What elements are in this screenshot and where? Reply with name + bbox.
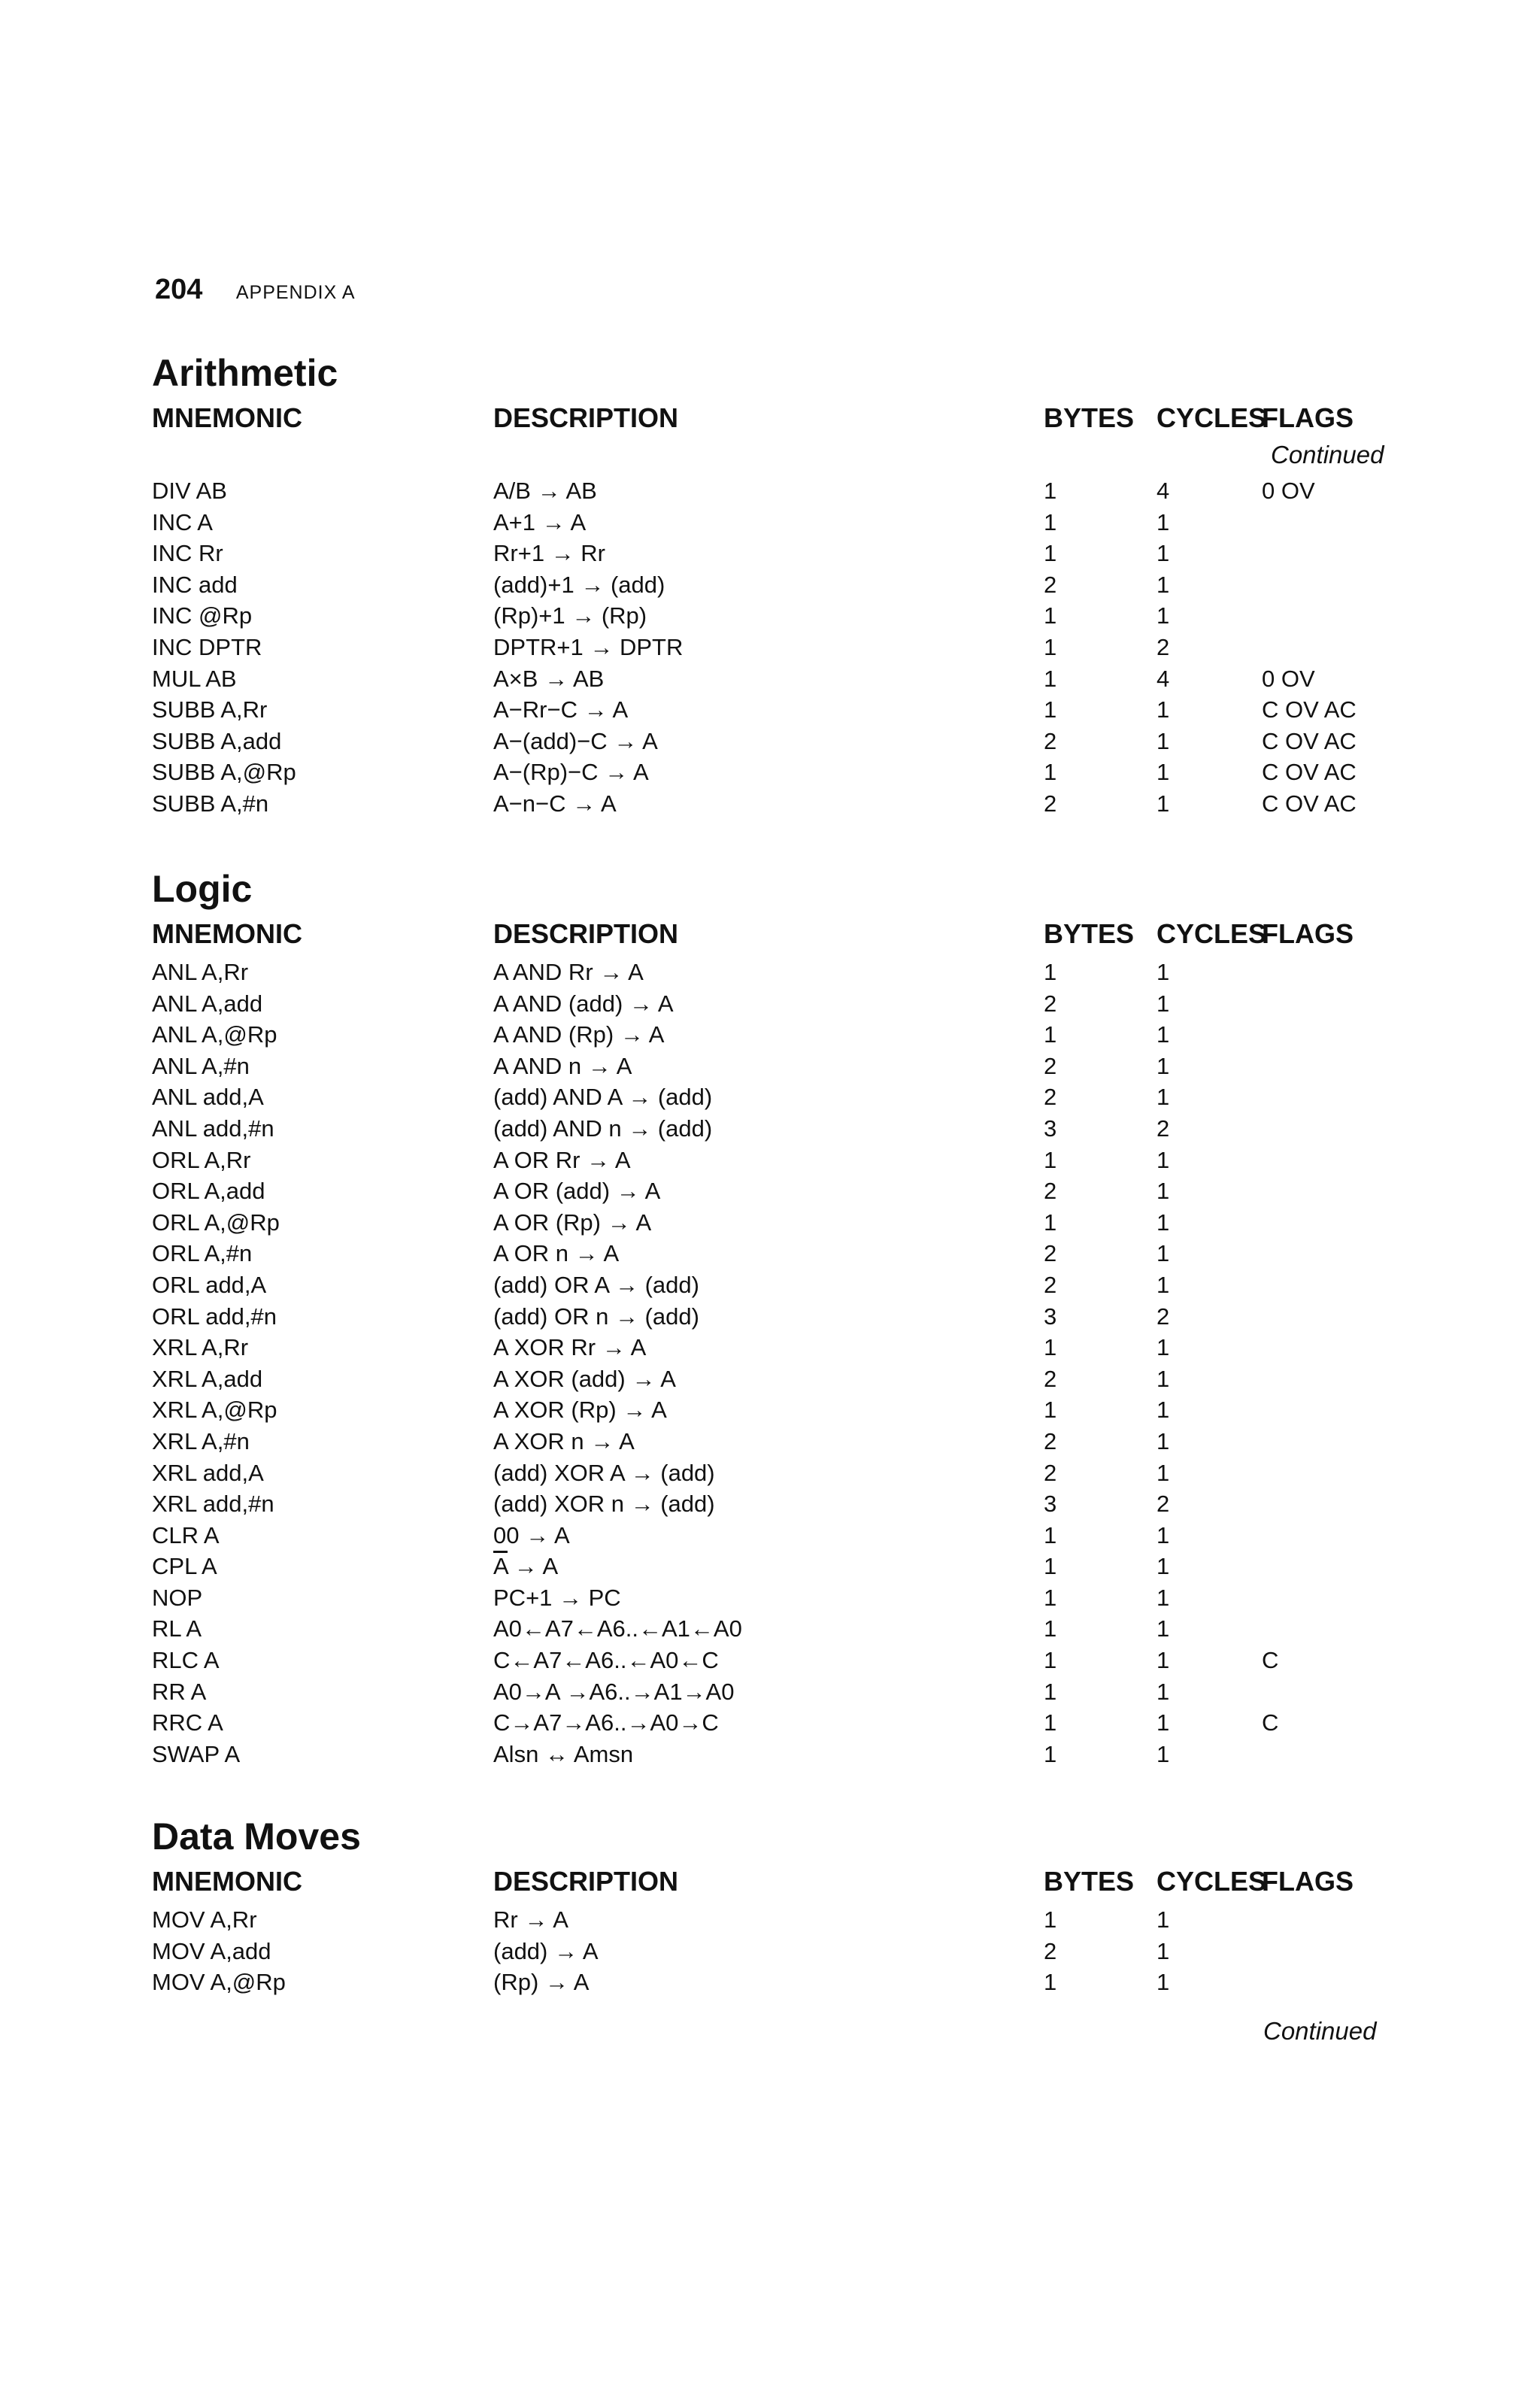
cell-bytes: 3 bbox=[1044, 1491, 1057, 1518]
cell-cycles: 1 bbox=[1157, 508, 1170, 535]
table-row bbox=[152, 507, 1400, 538]
table-row bbox=[152, 1019, 1400, 1051]
cell-mnemonic: MOV A,@Rp bbox=[152, 1969, 286, 1996]
cell-cycles: 1 bbox=[1157, 1397, 1170, 1424]
table-row bbox=[152, 1175, 1400, 1207]
cell-bytes: 1 bbox=[1044, 1678, 1057, 1705]
cell-description: A×B → AB bbox=[493, 665, 605, 692]
cell-mnemonic: ORL add,A bbox=[152, 1271, 267, 1298]
cell-mnemonic: ORL A,@Rp bbox=[152, 1209, 280, 1236]
cell-bytes: 2 bbox=[1044, 790, 1057, 817]
cell-bytes: 1 bbox=[1044, 540, 1057, 567]
column-header-bytes: BYTES bbox=[1044, 918, 1135, 949]
cell-bytes: 2 bbox=[1044, 1178, 1057, 1205]
column-header-flags: FLAGS bbox=[1262, 918, 1354, 949]
cell-cycles: 1 bbox=[1157, 602, 1170, 629]
cell-bytes: 1 bbox=[1044, 1209, 1057, 1236]
cell-cycles: 1 bbox=[1157, 1521, 1170, 1548]
cell-description: A XOR Rr → A bbox=[493, 1334, 647, 1361]
cell-cycles: 1 bbox=[1157, 1709, 1170, 1736]
table-row bbox=[152, 1936, 1400, 1967]
table-body bbox=[152, 475, 1400, 820]
cell-bytes: 1 bbox=[1044, 1521, 1057, 1548]
cell-description: A−Rr−C → A bbox=[493, 696, 629, 723]
cell-bytes: 2 bbox=[1044, 727, 1057, 754]
cell-flags: C OV AC bbox=[1262, 790, 1357, 817]
table-row bbox=[152, 1269, 1400, 1301]
cell-flags: C OV AC bbox=[1262, 759, 1357, 786]
section-logic bbox=[152, 866, 1400, 1770]
table-row bbox=[152, 1363, 1400, 1395]
cell-cycles: 1 bbox=[1157, 727, 1170, 754]
cell-description: DPTR+1 → DPTR bbox=[493, 633, 684, 660]
cell-cycles: 1 bbox=[1157, 1740, 1170, 1767]
cell-description: A−(add)−C → A bbox=[493, 727, 658, 754]
cell-mnemonic: ORL add,#n bbox=[152, 1303, 277, 1330]
cell-flags: C bbox=[1262, 1709, 1279, 1736]
cell-bytes: 1 bbox=[1044, 602, 1057, 629]
cell-bytes: 3 bbox=[1044, 1115, 1057, 1142]
cell-mnemonic: XRL A,add bbox=[152, 1365, 263, 1392]
cell-bytes: 3 bbox=[1044, 1303, 1057, 1330]
cell-mnemonic: ORL A,add bbox=[152, 1178, 265, 1205]
cell-description: $\overline{A} \to A$ bbox=[493, 1553, 559, 1580]
cell-cycles: 1 bbox=[1157, 1146, 1170, 1173]
cell-mnemonic: MUL AB bbox=[152, 665, 237, 692]
cell-mnemonic: XRL add,#n bbox=[152, 1491, 274, 1518]
cell-cycles: 1 bbox=[1157, 1334, 1170, 1361]
cell-mnemonic: RRC A bbox=[152, 1709, 223, 1736]
cell-cycles: 2 bbox=[1157, 1491, 1170, 1518]
table-row bbox=[152, 663, 1400, 695]
table-row bbox=[152, 538, 1400, 569]
cell-mnemonic: ORL A,Rr bbox=[152, 1146, 251, 1173]
cell-description: A OR (add) → A bbox=[493, 1178, 661, 1205]
table-row bbox=[152, 1332, 1400, 1363]
cell-mnemonic: SUBB A,add bbox=[152, 727, 282, 754]
cell-description: (add) XOR A → (add) bbox=[493, 1459, 715, 1486]
cell-bytes: 1 bbox=[1044, 1021, 1057, 1048]
cell-mnemonic: INC A bbox=[152, 508, 213, 535]
table-header bbox=[152, 911, 1400, 957]
cell-bytes: 2 bbox=[1044, 1052, 1057, 1079]
section-title: Data Moves bbox=[152, 1815, 361, 1858]
cell-bytes: 1 bbox=[1044, 1906, 1057, 1933]
cell-mnemonic: XRL add,A bbox=[152, 1459, 264, 1486]
cell-mnemonic: INC Rr bbox=[152, 540, 223, 567]
cell-cycles: 1 bbox=[1157, 759, 1170, 786]
cell-bytes: 1 bbox=[1044, 759, 1057, 786]
table-row bbox=[152, 726, 1400, 757]
column-header-cycles: CYCLES bbox=[1157, 918, 1267, 949]
cell-cycles: 1 bbox=[1157, 1678, 1170, 1705]
table-row bbox=[152, 1394, 1400, 1426]
cell-mnemonic: NOP bbox=[152, 1584, 203, 1611]
column-header-mnemonic: MNEMONIC bbox=[152, 918, 302, 949]
cell-mnemonic: INC DPTR bbox=[152, 633, 262, 660]
table-row bbox=[152, 600, 1400, 632]
cell-mnemonic: RR A bbox=[152, 1678, 207, 1705]
cell-cycles: 1 bbox=[1157, 1084, 1170, 1111]
cell-description: A AND Rr → A bbox=[493, 959, 644, 985]
cell-description: A OR n → A bbox=[493, 1240, 620, 1267]
cell-cycles: 1 bbox=[1157, 1584, 1170, 1611]
cell-description: (add) → A bbox=[493, 1937, 599, 1964]
cell-mnemonic: INC @Rp bbox=[152, 602, 253, 629]
cell-bytes: 2 bbox=[1044, 1365, 1057, 1392]
continued-note: Continued bbox=[1271, 441, 1384, 469]
cell-description: Alsn ↔ Amsn bbox=[493, 1740, 634, 1767]
table-row bbox=[152, 1739, 1400, 1770]
cell-bytes: 1 bbox=[1044, 1615, 1057, 1642]
cell-description: (add) AND A → (add) bbox=[493, 1084, 713, 1111]
table-row bbox=[152, 1051, 1400, 1082]
cell-bytes: 1 bbox=[1044, 665, 1057, 692]
column-header-mnemonic: MNEMONIC bbox=[152, 402, 302, 433]
cell-description: Rr+1 → Rr bbox=[493, 540, 605, 567]
cell-description: A XOR n → A bbox=[493, 1427, 635, 1454]
cell-mnemonic: XRL A,#n bbox=[152, 1427, 250, 1454]
cell-cycles: 1 bbox=[1157, 1937, 1170, 1964]
page-number: 204 bbox=[155, 274, 203, 305]
cell-mnemonic: RL A bbox=[152, 1615, 202, 1642]
table-row bbox=[152, 788, 1400, 820]
cell-description: A−n−C → A bbox=[493, 790, 617, 817]
table-row bbox=[152, 1904, 1400, 1936]
column-header-cycles: CYCLES bbox=[1157, 402, 1267, 433]
cell-mnemonic: CLR A bbox=[152, 1521, 220, 1548]
cell-description: PC+1 → PC bbox=[493, 1584, 621, 1611]
cell-mnemonic: ANL A,add bbox=[152, 990, 263, 1017]
cell-bytes: 2 bbox=[1044, 1427, 1057, 1454]
cell-mnemonic: ANL add,#n bbox=[152, 1115, 274, 1142]
cell-cycles: 1 bbox=[1157, 540, 1170, 567]
cell-mnemonic: ANL A,@Rp bbox=[152, 1021, 277, 1048]
cell-bytes: 1 bbox=[1044, 1553, 1057, 1580]
column-header-cycles: CYCLES bbox=[1157, 1866, 1267, 1897]
cell-flags: 0 OV bbox=[1262, 478, 1315, 504]
cell-flags: C OV AC bbox=[1262, 696, 1357, 723]
cell-description: (add) OR n → (add) bbox=[493, 1303, 699, 1330]
cell-mnemonic: CPL A bbox=[152, 1553, 217, 1580]
table-row bbox=[152, 475, 1400, 507]
running-head: APPENDIX A bbox=[235, 282, 356, 303]
cell-mnemonic: ANL A,Rr bbox=[152, 959, 249, 985]
table-row bbox=[152, 1676, 1400, 1708]
column-header-flags: FLAGS bbox=[1262, 402, 1354, 433]
continued-footer: Continued bbox=[1263, 2017, 1377, 2045]
table-body bbox=[152, 957, 1400, 1770]
cell-bytes: 2 bbox=[1044, 990, 1057, 1017]
cell-mnemonic: XRL A,@Rp bbox=[152, 1397, 277, 1424]
cell-cycles: 1 bbox=[1157, 1906, 1170, 1933]
cell-cycles: 1 bbox=[1157, 1427, 1170, 1454]
cell-bytes: 1 bbox=[1044, 1397, 1057, 1424]
cell-bytes: 2 bbox=[1044, 1937, 1057, 1964]
cell-mnemonic: ANL add,A bbox=[152, 1084, 264, 1111]
cell-bytes: 1 bbox=[1044, 1146, 1057, 1173]
cell-cycles: 1 bbox=[1157, 1553, 1170, 1580]
cell-description: A AND n → A bbox=[493, 1052, 632, 1079]
cell-bytes: 1 bbox=[1044, 959, 1057, 985]
cell-flags: C OV AC bbox=[1262, 727, 1357, 754]
table-body bbox=[152, 1904, 1400, 1998]
cell-description: A−(Rp)−C → A bbox=[493, 759, 649, 786]
cell-bytes: 1 bbox=[1044, 1969, 1057, 1996]
cell-bytes: 2 bbox=[1044, 1240, 1057, 1267]
cell-description: Rr → A bbox=[493, 1906, 568, 1933]
cell-bytes: 2 bbox=[1044, 1459, 1057, 1486]
page-header bbox=[155, 274, 356, 319]
table-row bbox=[152, 1457, 1400, 1489]
section-data-moves bbox=[152, 1814, 1400, 1998]
cell-cycles: 1 bbox=[1157, 1209, 1170, 1236]
column-header-flags: FLAGS bbox=[1262, 1866, 1354, 1897]
cell-mnemonic: DIV AB bbox=[152, 478, 227, 504]
table-row bbox=[152, 988, 1400, 1020]
cell-bytes: 1 bbox=[1044, 1334, 1057, 1361]
cell-cycles: 2 bbox=[1157, 633, 1170, 660]
table-row bbox=[152, 757, 1400, 788]
table-row bbox=[152, 1613, 1400, 1645]
cell-description: A XOR (add) → A bbox=[493, 1365, 676, 1392]
cell-bytes: 2 bbox=[1044, 1084, 1057, 1111]
cell-cycles: 4 bbox=[1157, 478, 1170, 504]
cell-mnemonic: SUBB A,@Rp bbox=[152, 759, 296, 786]
cell-mnemonic: MOV A,Rr bbox=[152, 1906, 257, 1933]
cell-cycles: 1 bbox=[1157, 1052, 1170, 1079]
table-row bbox=[152, 1207, 1400, 1239]
cell-description: A0→A →A6..→A1→A0 bbox=[493, 1678, 735, 1705]
cell-bytes: 1 bbox=[1044, 478, 1057, 504]
table-row bbox=[152, 1551, 1400, 1582]
cell-cycles: 1 bbox=[1157, 1647, 1170, 1674]
cell-description: C←A7←A6..←A0←C bbox=[493, 1647, 719, 1674]
table-row bbox=[152, 1645, 1400, 1676]
cell-cycles: 1 bbox=[1157, 1021, 1170, 1048]
table-row bbox=[152, 1081, 1400, 1113]
table-row bbox=[152, 1113, 1400, 1145]
cell-description: A OR Rr → A bbox=[493, 1146, 631, 1173]
table-row bbox=[152, 957, 1400, 988]
cell-cycles: 1 bbox=[1157, 1459, 1170, 1486]
table-row bbox=[152, 1488, 1400, 1520]
table-row bbox=[152, 1238, 1400, 1269]
cell-mnemonic: ORL A,#n bbox=[152, 1240, 253, 1267]
cell-description: A XOR (Rp) → A bbox=[493, 1397, 667, 1424]
cell-bytes: 2 bbox=[1044, 1271, 1057, 1298]
cell-description: C→A7→A6..→A0→C bbox=[493, 1709, 719, 1736]
section-title: Logic bbox=[152, 868, 253, 910]
column-header-description: DESCRIPTION bbox=[493, 918, 679, 949]
cell-description: (add) AND n → (add) bbox=[493, 1115, 713, 1142]
cell-bytes: 1 bbox=[1044, 696, 1057, 723]
cell-mnemonic: SWAP A bbox=[152, 1740, 241, 1767]
cell-cycles: 1 bbox=[1157, 1178, 1170, 1205]
cell-mnemonic: MOV A,add bbox=[152, 1937, 271, 1964]
table-header bbox=[152, 1859, 1400, 1904]
column-header-bytes: BYTES bbox=[1044, 1866, 1135, 1897]
cell-cycles: 1 bbox=[1157, 1969, 1170, 1996]
cell-bytes: 2 bbox=[1044, 571, 1057, 598]
table-row bbox=[152, 1582, 1400, 1614]
cell-bytes: 1 bbox=[1044, 508, 1057, 535]
table-header bbox=[152, 396, 1400, 441]
cell-description: A OR (Rp) → A bbox=[493, 1209, 652, 1236]
cell-cycles: 1 bbox=[1157, 990, 1170, 1017]
cell-mnemonic: SUBB A,#n bbox=[152, 790, 269, 817]
table-row bbox=[152, 1426, 1400, 1457]
cell-description: A/B → AB bbox=[493, 478, 597, 504]
cell-flags: 0 OV bbox=[1262, 665, 1315, 692]
cell-cycles: 1 bbox=[1157, 959, 1170, 985]
cell-cycles: 1 bbox=[1157, 1365, 1170, 1392]
table-row bbox=[152, 1301, 1400, 1333]
cell-description: A AND (Rp) → A bbox=[493, 1021, 665, 1048]
section-title: Arithmetic bbox=[152, 352, 338, 394]
cell-cycles: 2 bbox=[1157, 1303, 1170, 1330]
cell-cycles: 1 bbox=[1157, 696, 1170, 723]
cell-mnemonic: XRL A,Rr bbox=[152, 1334, 249, 1361]
cell-description: (add) OR A → (add) bbox=[493, 1271, 699, 1298]
cell-cycles: 1 bbox=[1157, 1240, 1170, 1267]
cell-cycles: 1 bbox=[1157, 790, 1170, 817]
column-header-description: DESCRIPTION bbox=[493, 402, 679, 433]
cell-bytes: 1 bbox=[1044, 633, 1057, 660]
cell-bytes: 1 bbox=[1044, 1740, 1057, 1767]
cell-bytes: 1 bbox=[1044, 1709, 1057, 1736]
cell-mnemonic: ANL A,#n bbox=[152, 1052, 250, 1079]
cell-description: A+1 → A bbox=[493, 508, 587, 535]
table-row bbox=[152, 569, 1400, 601]
cell-bytes: 1 bbox=[1044, 1647, 1057, 1674]
cell-cycles: 1 bbox=[1157, 1615, 1170, 1642]
column-header-bytes: BYTES bbox=[1044, 402, 1135, 433]
table-row bbox=[152, 1145, 1400, 1176]
cell-description: A AND (add) → A bbox=[493, 990, 674, 1017]
table-row bbox=[152, 1967, 1400, 1998]
cell-bytes: 1 bbox=[1044, 1584, 1057, 1611]
column-header-description: DESCRIPTION bbox=[493, 1866, 679, 1897]
cell-description: (Rp)+1 → (Rp) bbox=[493, 602, 647, 629]
cell-description: (Rp) → A bbox=[493, 1969, 590, 1996]
table-row bbox=[152, 632, 1400, 663]
cell-mnemonic: RLC A bbox=[152, 1647, 220, 1674]
cell-description: (add) XOR n → (add) bbox=[493, 1491, 715, 1518]
cell-cycles: 2 bbox=[1157, 1115, 1170, 1142]
cell-mnemonic: INC add bbox=[152, 571, 238, 598]
cell-description: 00 → A bbox=[493, 1521, 570, 1548]
table-row bbox=[152, 694, 1400, 726]
section-arithmetic bbox=[152, 350, 1400, 820]
table-row bbox=[152, 1520, 1400, 1551]
cell-cycles: 4 bbox=[1157, 665, 1170, 692]
cell-mnemonic: SUBB A,Rr bbox=[152, 696, 268, 723]
column-header-mnemonic: MNEMONIC bbox=[152, 1866, 302, 1897]
cell-flags: C bbox=[1262, 1647, 1279, 1674]
cell-cycles: 1 bbox=[1157, 571, 1170, 598]
cell-description: (add)+1 → (add) bbox=[493, 571, 665, 598]
table-row bbox=[152, 1707, 1400, 1739]
cell-description: A0←A7←A6..←A1←A0 bbox=[493, 1615, 742, 1642]
cell-cycles: 1 bbox=[1157, 1271, 1170, 1298]
